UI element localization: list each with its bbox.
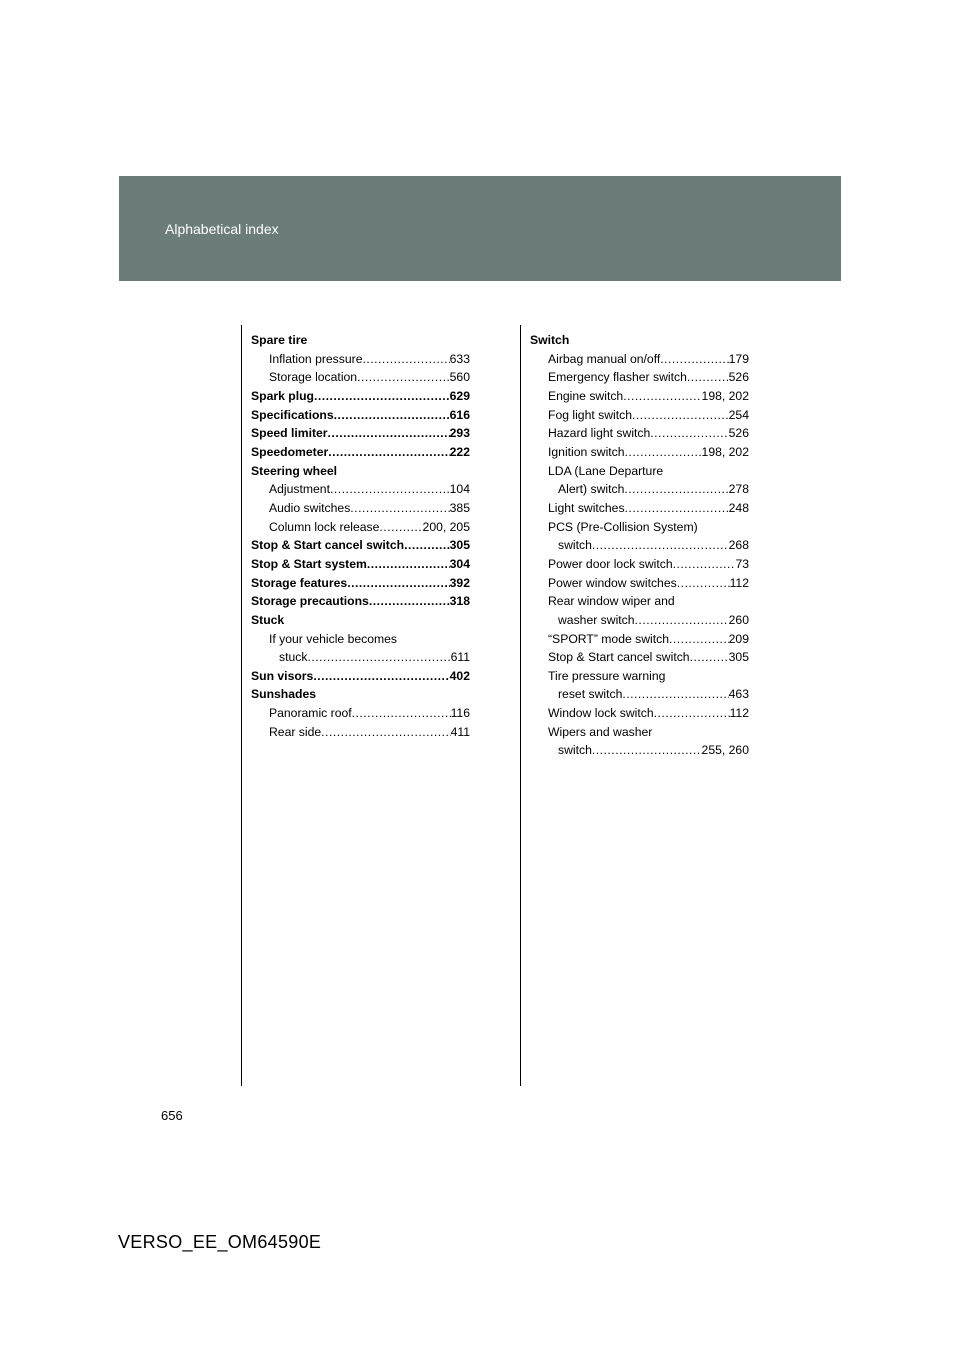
entry-label: reset switch xyxy=(558,687,623,702)
index-entry xyxy=(530,424,749,443)
leader-dots xyxy=(673,555,736,574)
index-entry xyxy=(251,518,470,537)
index-entry xyxy=(530,667,749,686)
index-entry xyxy=(530,555,749,574)
index-entry xyxy=(251,331,470,350)
leader-dots xyxy=(635,611,729,630)
leader-dots xyxy=(687,368,729,387)
entry-label: Storage location xyxy=(269,370,358,385)
leader-dots xyxy=(357,368,450,387)
column-rule-right xyxy=(520,325,521,1086)
entry-pages: 254 xyxy=(728,407,749,422)
index-column-left xyxy=(251,331,470,741)
header-band xyxy=(119,176,841,281)
index-entry xyxy=(251,723,470,742)
leader-dots xyxy=(328,443,449,462)
index-entry xyxy=(530,331,749,350)
index-entry xyxy=(251,368,470,387)
entry-label: Tire pressure warning xyxy=(548,668,666,683)
entry-pages: 526 xyxy=(728,370,749,385)
leader-dots xyxy=(632,406,729,425)
index-entry xyxy=(251,555,470,574)
leader-dots xyxy=(363,350,450,369)
entry-label: Stop & Start cancel switch xyxy=(251,538,405,553)
entry-pages: 104 xyxy=(449,482,470,497)
entry-label: Sun visors xyxy=(251,668,314,683)
leader-dots xyxy=(592,536,729,555)
index-entry xyxy=(530,536,749,555)
entry-pages: 248 xyxy=(728,500,749,515)
entry-pages: 179 xyxy=(728,351,749,366)
entry-label: “SPORT” mode switch xyxy=(548,631,669,646)
entry-label: Specifications xyxy=(251,407,334,422)
index-entry xyxy=(530,704,749,723)
index-entry xyxy=(251,499,470,518)
entry-label: Power window switches xyxy=(548,575,677,590)
entry-label: Audio switches xyxy=(269,500,351,515)
entry-label: Stuck xyxy=(251,612,285,627)
entry-label: Rear side xyxy=(269,724,322,739)
entry-label: stuck xyxy=(279,650,308,665)
index-entry xyxy=(530,480,749,499)
entry-label: Emergency flasher switch xyxy=(548,370,687,385)
entry-label: Switch xyxy=(530,333,570,347)
leader-dots xyxy=(379,518,422,537)
entry-pages: 73 xyxy=(735,556,749,571)
entry-label: Fog light switch xyxy=(548,407,632,422)
leader-dots xyxy=(307,648,450,667)
entry-label: Spare tire xyxy=(251,333,308,347)
index-entry xyxy=(530,741,749,760)
index-entry xyxy=(530,518,749,537)
leader-dots xyxy=(352,704,451,723)
leader-dots xyxy=(625,443,702,462)
entry-pages: 268 xyxy=(728,538,749,553)
entry-label: Ignition switch xyxy=(548,444,625,459)
entry-pages: 198, 202 xyxy=(701,444,749,459)
leader-dots xyxy=(330,480,450,499)
entry-label: Power door lock switch xyxy=(548,556,673,571)
index-entry xyxy=(530,499,749,518)
entry-pages: 560 xyxy=(449,370,470,385)
index-entry xyxy=(251,350,470,369)
entry-label: LDA (Lane Departure xyxy=(548,463,664,478)
entry-label: Window lock switch xyxy=(548,706,654,721)
entry-pages: 198, 202 xyxy=(701,388,749,403)
entry-pages: 633 xyxy=(449,351,470,366)
leader-dots xyxy=(677,574,730,593)
index-entry xyxy=(530,592,749,611)
page-number: 656 xyxy=(161,1108,183,1123)
leader-dots xyxy=(669,630,729,649)
index-entry xyxy=(530,685,749,704)
entry-label: Sunshades xyxy=(251,687,317,702)
entry-label: Stop & Start cancel switch xyxy=(548,650,690,665)
index-entry xyxy=(251,611,470,630)
index-entry xyxy=(251,667,470,686)
entry-pages: 304 xyxy=(449,556,470,571)
index-entry xyxy=(530,574,749,593)
leader-dots xyxy=(660,350,728,369)
index-entry xyxy=(251,574,470,593)
index-entry xyxy=(530,462,749,481)
entry-label: Steering wheel xyxy=(251,463,338,478)
entry-label: If your vehicle becomes xyxy=(269,631,398,646)
entry-pages: 293 xyxy=(449,426,470,441)
leader-dots xyxy=(592,741,702,760)
document-code: VERSO_EE_OM64590E xyxy=(118,1232,322,1252)
index-entry xyxy=(530,368,749,387)
leader-dots xyxy=(654,704,730,723)
entry-label: Storage features xyxy=(251,575,348,590)
leader-dots xyxy=(367,555,450,574)
index-entry xyxy=(251,630,470,649)
entry-label: Light switches xyxy=(548,500,625,515)
index-entry xyxy=(251,536,470,555)
entry-label: Adjustment xyxy=(269,482,330,497)
entry-pages: 260 xyxy=(728,612,749,627)
entry-label: Column lock release xyxy=(269,519,380,534)
index-entry xyxy=(251,406,470,425)
index-entry xyxy=(251,685,470,704)
entry-label: Hazard light switch xyxy=(548,426,651,441)
entry-pages: 112 xyxy=(729,575,749,590)
index-entry xyxy=(251,648,470,667)
index-entry xyxy=(530,723,749,742)
leader-dots xyxy=(321,723,450,742)
entry-pages: 526 xyxy=(728,426,749,441)
leader-dots xyxy=(404,536,450,555)
index-entry xyxy=(251,480,470,499)
entry-label: Stop & Start system xyxy=(251,556,367,571)
entry-pages: 278 xyxy=(728,482,749,497)
entry-pages: 629 xyxy=(449,388,470,403)
entry-label: Speed limiter xyxy=(251,426,328,441)
leader-dots xyxy=(314,387,450,406)
index-entry xyxy=(530,611,749,630)
index-entry xyxy=(530,406,749,425)
index-entry xyxy=(530,387,749,406)
entry-label: Inflation pressure xyxy=(269,351,363,366)
index-entry xyxy=(251,387,470,406)
entry-label: Engine switch xyxy=(548,388,624,403)
entry-label: Rear window wiper and xyxy=(548,594,675,609)
entry-pages: 392 xyxy=(449,575,470,590)
index-entry xyxy=(251,592,470,611)
index-entry xyxy=(251,462,470,481)
leader-dots xyxy=(690,648,729,667)
column-rule-left xyxy=(241,325,242,1086)
index-column-right xyxy=(530,331,749,760)
leader-dots xyxy=(369,592,450,611)
entry-label: switch xyxy=(558,538,592,553)
index-entry xyxy=(530,443,749,462)
entry-pages: 200, 205 xyxy=(422,519,470,534)
entry-label: Alert) switch xyxy=(558,482,625,497)
entry-pages: 255, 260 xyxy=(701,743,749,758)
index-entry xyxy=(251,424,470,443)
leader-dots xyxy=(625,499,729,518)
leader-dots xyxy=(622,685,728,704)
entry-pages: 116 xyxy=(450,706,470,721)
entry-label: washer switch xyxy=(558,612,635,627)
entry-pages: 611 xyxy=(450,650,470,665)
entry-pages: 402 xyxy=(449,668,470,683)
leader-dots xyxy=(347,574,449,593)
leader-dots xyxy=(328,424,450,443)
entry-pages: 411 xyxy=(450,724,470,739)
leader-dots xyxy=(350,499,449,518)
entry-label: PCS (Pre-Collision System) xyxy=(548,519,698,534)
entry-label: Panoramic roof xyxy=(269,706,352,721)
entry-label: Airbag manual on/off xyxy=(548,351,661,366)
entry-pages: 305 xyxy=(449,538,470,553)
section-title: Alphabetical index xyxy=(165,221,279,237)
entry-label: switch xyxy=(558,743,592,758)
entry-label: Wipers and washer xyxy=(548,724,653,739)
index-entry xyxy=(530,350,749,369)
entry-label: Storage precautions xyxy=(251,594,369,609)
entry-pages: 318 xyxy=(449,594,470,609)
leader-dots xyxy=(623,387,701,406)
index-entry xyxy=(251,443,470,462)
entry-pages: 305 xyxy=(728,650,749,665)
entry-pages: 222 xyxy=(449,444,470,459)
entry-pages: 616 xyxy=(449,407,470,422)
entry-pages: 463 xyxy=(728,687,749,702)
entry-pages: 385 xyxy=(449,500,470,515)
entry-pages: 112 xyxy=(729,706,749,721)
index-entry xyxy=(530,648,749,667)
index-entry xyxy=(251,704,470,723)
index-entry xyxy=(530,630,749,649)
leader-dots xyxy=(313,667,449,686)
leader-dots xyxy=(624,480,728,499)
leader-dots xyxy=(334,406,450,425)
leader-dots xyxy=(650,424,728,443)
entry-label: Spark plug xyxy=(251,388,314,403)
entry-label: Speedometer xyxy=(251,444,329,459)
entry-pages: 209 xyxy=(728,631,749,646)
